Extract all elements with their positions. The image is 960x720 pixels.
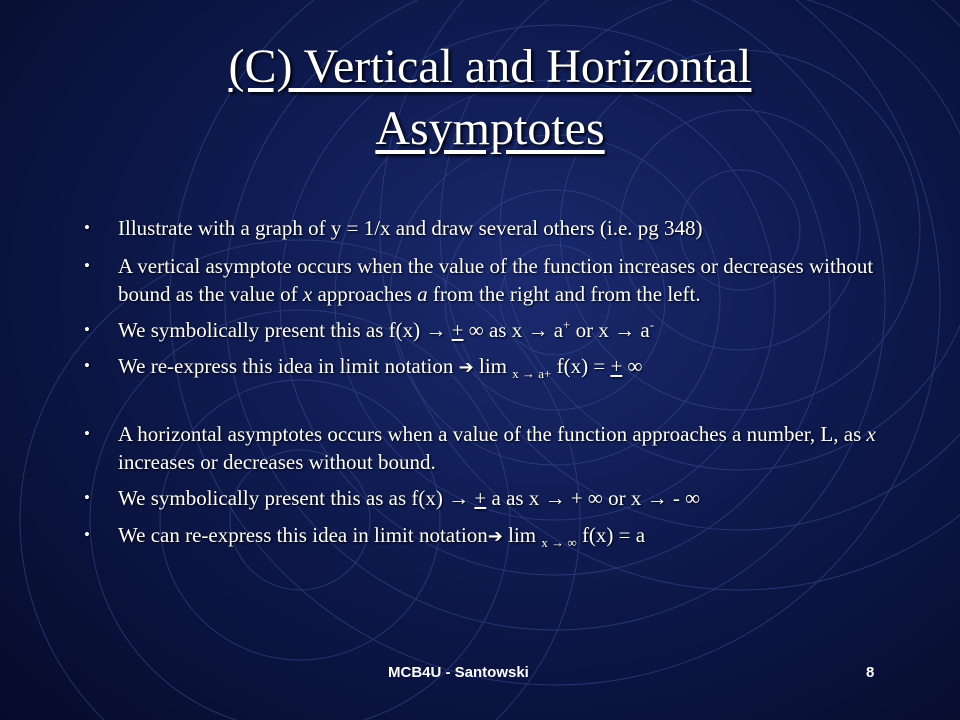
bullet-graph-illustration: [80, 214, 880, 242]
bullet-text: We symbolically present this as as f(x): [118, 486, 449, 510]
bullet-vertical-definition: [80, 252, 880, 308]
bullet-text: We re-express this idea in limit notation: [118, 354, 459, 378]
bullet-text: We can re-express this idea in limit notation: [118, 523, 488, 547]
plus-minus-symbol: +: [451, 318, 464, 342]
bullet-text: approaches: [312, 282, 418, 306]
variable-x: x: [866, 422, 876, 446]
title-line-2: Asymptotes: [375, 102, 605, 155]
bold-right-arrow-icon: ➔: [458, 357, 474, 378]
arrow-symbol: →: [527, 318, 549, 342]
bullet-text: a as x: [486, 486, 545, 510]
bold-right-arrow-icon: ➔: [487, 526, 503, 547]
bullet-text: or x: [570, 318, 615, 342]
bullet-text: a: [635, 318, 650, 342]
bullet-vertical-limit: [80, 352, 880, 382]
slide-title: [100, 36, 880, 160]
plus-minus-symbol: +: [474, 486, 487, 510]
superscript-minus: -: [649, 317, 655, 332]
bullet-dot: •: [84, 525, 90, 544]
superscript-plus: +: [563, 317, 571, 332]
arrow-symbol: →: [544, 486, 566, 510]
bullet-dot: •: [84, 320, 90, 339]
bullet-dot: •: [84, 488, 90, 507]
bullet-horizontal-definition: [80, 420, 880, 476]
bullet-text: f(x) =: [551, 354, 611, 378]
bullet-dot: •: [84, 256, 90, 275]
bullet-text: lim: [502, 523, 542, 547]
bullet-text: ∞: [622, 354, 643, 378]
bullet-horizontal-limit: [80, 521, 880, 551]
bullet-text: f(x) = a: [576, 523, 646, 547]
bullet-horizontal-symbolic: [80, 484, 880, 512]
arrow-symbol: →: [614, 318, 636, 342]
bullet-text: A horizontal asymptotes occurs when a value of the function approaches a number, L, as: [118, 422, 867, 446]
slide-number: 8: [866, 664, 875, 681]
bullet-text: We symbolically present this as f(x): [118, 318, 426, 342]
variable-x: x: [302, 282, 313, 306]
bullet-text: ∞ as x: [463, 318, 528, 342]
bullet-text: from the right and from the left.: [427, 282, 701, 306]
variable-a: a: [417, 282, 428, 306]
bullet-text: - ∞: [667, 486, 701, 510]
bullet-text: a: [548, 318, 564, 342]
bullet-text: Illustrate with a graph of y = 1/x and draw several others (i.e. pg 348): [118, 216, 703, 240]
bullet-text: increases or decreases without bound.: [118, 450, 436, 474]
bullet-dot: •: [84, 356, 90, 375]
plus-minus-symbol: +: [610, 354, 623, 378]
limit-subscript: x → ∞: [541, 535, 577, 551]
arrow-symbol: →: [448, 486, 470, 510]
arrow-symbol: →: [425, 318, 447, 342]
bullet-text: A vertical asymptote occurs when the value of the function increases or decreases without bound as the value of: [118, 254, 874, 306]
bullet-text: + ∞ or x: [565, 486, 647, 510]
limit-subscript: x → a+: [512, 366, 552, 382]
bullet-dot: •: [84, 218, 90, 237]
bullet-dot: •: [84, 424, 90, 443]
arrow-symbol: →: [646, 486, 668, 510]
bullet-vertical-symbolic: [80, 316, 880, 344]
footer-course-author: MCB4U - Santowski: [388, 664, 529, 681]
title-line-1: (C) Vertical and Horizontal: [228, 40, 752, 93]
bullet-list: [80, 214, 880, 551]
bullet-text: lim: [473, 354, 513, 378]
